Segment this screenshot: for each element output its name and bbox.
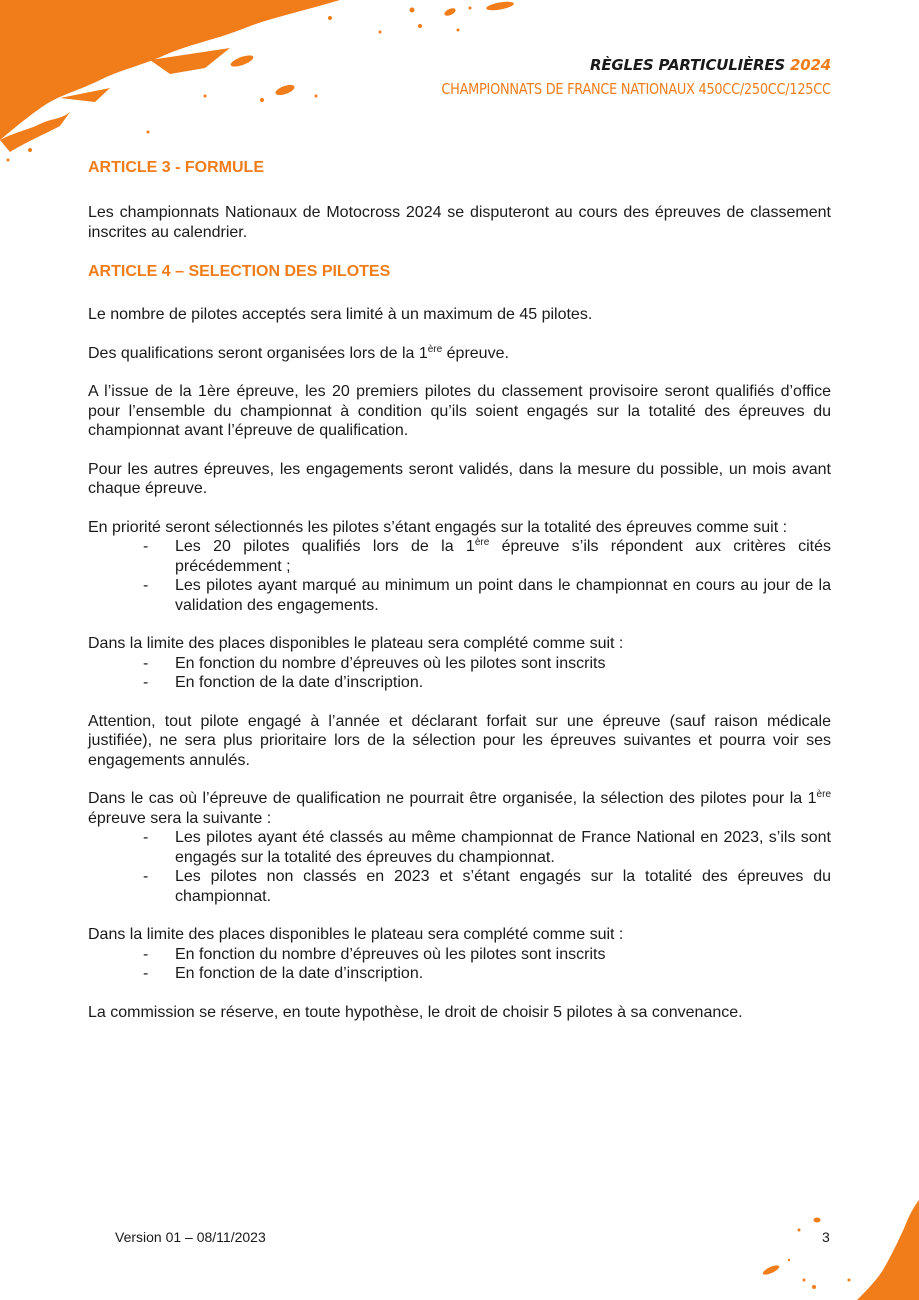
priority-list xyxy=(88,537,831,615)
list-item: - Les pilotes ayant marqué au minimum un point dans le championnat en cours au jour de la validation des engagements. xyxy=(143,577,831,614)
header-title xyxy=(378,56,831,74)
article-4-heading: ARTICLE 4 – SELECTION DES PILOTES xyxy=(88,263,391,280)
paragraph: Dans la limite des places disponibles le plateau sera complété comme suit : xyxy=(88,635,624,652)
paragraph: A l’issue de la 1ère épreuve, les 20 premiers pilotes du classement provisoire seront qualifiés d’office pour l’ensemble du championnat à condition qu’ils soient engagés sur la totalité des épreuves du championnat avant l’épreuve de qualification. xyxy=(88,383,831,439)
paragraph: Le nombre de pilotes acceptés sera limité à un maximum de 45 pilotes. xyxy=(88,306,593,323)
article-3-heading: ARTICLE 3 - FORMULE xyxy=(88,159,264,176)
list-item: - En fonction du nombre d’épreuves où les pilotes sont inscrits xyxy=(143,654,606,672)
header-title-year: 2024 xyxy=(790,56,831,74)
header-title-prefix: RÈGLES PARTICULIÈRES xyxy=(589,56,791,74)
list-item: - En fonction de la date d’inscription. xyxy=(143,965,424,982)
list-item: - Les pilotes ayant été classés au même championnat de France National en 2023, s’ils sont engagés sur la totalité des épreuves du championnat. xyxy=(143,829,831,866)
document-body xyxy=(88,158,831,1022)
fallback-selection-list xyxy=(88,828,831,906)
completion-list xyxy=(88,945,831,984)
page-number: 3 xyxy=(822,1229,830,1245)
article-3-text: Les championnats Nationaux de Motocross 2024 se disputeront au cours des épreuves de classement inscrites au calendrier. xyxy=(88,204,831,241)
list-item: - En fonction du nombre d’épreuves où les pilotes sont inscrits xyxy=(143,945,606,963)
list-item: - En fonction de la date d’inscription. xyxy=(143,674,424,691)
paragraph: Dans le cas où l’épreuve de qualification ne pourrait être organisée, la sélection des pilotes pour la 1ère épreuve sera la suivante : xyxy=(88,789,831,827)
paragraph: Attention, tout pilote engagé à l’année et déclarant forfait sur une épreuve (sauf raison médicale justifiée), ne sera plus prioritaire lors de la sélection pour les épreuves suivantes et pourra voir ses engagements annulés. xyxy=(88,712,831,769)
paragraph: Dans la limite des places disponibles le plateau sera complété comme suit : xyxy=(88,926,624,943)
list-item: - Les pilotes non classés en 2023 et s’étant engagés sur la totalité des épreuves du championnat. xyxy=(143,868,831,905)
paragraph: Des qualifications seront organisées lors de la 1ère épreuve. xyxy=(88,343,509,362)
header-subtitle: CHAMPIONNATS DE FRANCE NATIONAUX 450CC/250CC/125CC xyxy=(441,80,831,98)
footer-version: Version 01 – 08/11/2023 xyxy=(115,1229,266,1245)
paragraph: Pour les autres épreuves, les engagements seront validés, dans la mesure du possible, un mois avant chaque épreuve. xyxy=(88,460,831,497)
completion-list xyxy=(88,654,831,693)
document-header xyxy=(378,56,831,98)
paragraph: La commission se réserve, en toute hypothèse, le droit de choisir 5 pilotes à sa convenance. xyxy=(88,1003,743,1021)
orange-splash-decoration-bottom xyxy=(749,1200,919,1300)
list-item: - Les 20 pilotes qualifiés lors de la 1ère épreuve s’ils répondent aux critères cités précédemment ; xyxy=(143,537,831,575)
paragraph: En priorité seront sélectionnés les pilotes s’étant engagés sur la totalité des épreuves comme suit : xyxy=(88,518,788,536)
